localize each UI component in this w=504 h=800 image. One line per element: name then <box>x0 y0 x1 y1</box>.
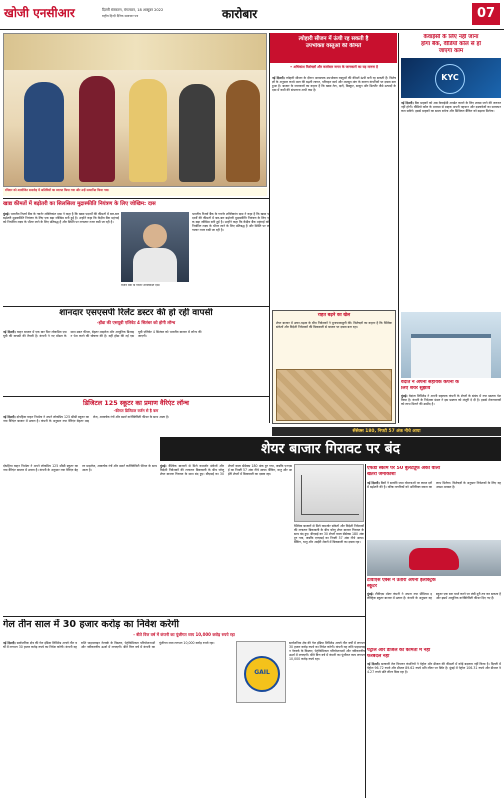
top-photo <box>3 33 267 187</box>
vedanta-headline-2: लिए शेयर सुझाव <box>401 386 431 392</box>
left-column-text: दोपहिया वाहन निर्माता ने अपने लोकप्रिय 125 सीसी स्कूटर का नया वैरिएंट बाजार में उतारा है। कंपनी के अनुसार नया वैरिएंट बेहतर माइलेज, आकर्षक रंगों और स्मार्ट कनेक्टिविटी फीचर के साथ आता है। <box>3 464 157 473</box>
gail-dateline: नई दिल्ली। <box>3 641 16 645</box>
petrol-headline-2: फेरबदल नहीं <box>367 654 390 660</box>
photo-banner <box>4 34 267 70</box>
gail-body-right <box>289 641 365 797</box>
column-rule <box>269 33 270 423</box>
sensex-strip <box>272 427 501 436</box>
sensex-dateline: मुंबई। <box>160 464 167 468</box>
gail-body <box>3 641 233 797</box>
person-figure <box>129 79 167 182</box>
kyc-dateline: नई दिल्ली। <box>401 101 414 105</box>
suv-text: वाहन बाजार में एक बार फिर लोकप्रिय एसयूवी की वापसी की तैयारी है। कंपनी ने नए मॉडल के साथ उन्नत फीचर, बेहतर माइलेज और आधुनिक डिजाइन पेश करने की घोषणा की है। वहीं होंडा की नई एसयूवी एलिवेट 4 सितंबर को भारतीय बाजार में लॉन्च की जाएगी। <box>3 330 202 339</box>
sensex-strip-text: सेंसेक्स 180, निफ्टी 57 अंक नीचे आया <box>352 429 421 434</box>
fd-body <box>367 481 501 537</box>
page-number: 07 <box>472 3 500 25</box>
gail-photo <box>236 641 286 703</box>
vedanta-headline-1: वेदांत ने अपनी सहायक कंपनी के <box>401 380 459 385</box>
gail-subhead: - बीते वित्त वर्ष में कंपनी का पूंजीगत व्यय 10,000 करोड़ रुपये रहा <box>133 632 235 637</box>
masthead-logo: खोजी एनसीआर <box>4 6 75 20</box>
person-figure <box>179 84 215 182</box>
divider <box>3 306 269 307</box>
sensex-body <box>160 464 292 614</box>
prices-text: त्योहारी सीजन के दौरान आवश्यक उपभोक्ता वस्तुओं की कीमतें ऊंची बनी रह सकती हैं। विशेषज्ञों के अनुसार कच्चे माल की बढ़ती लागत, परिवहन खर्च और मजबूत मांग के कारण कंपनियों पर दबाव बना हुआ है। बाजार के जानकारों का कहना है कि खाद्य तेल, दालें, बिस्कुट, साबुन और डिटर्जेंट जैसे उत्पादों के दाम में कमी की संभावना अभी कम है। <box>272 76 396 93</box>
gail-text: सार्वजनिक क्षेत्र की गेल इंडिया लिमिटेड अगले तीन वर्षों में लगभग 30 हजार करोड़ रुपये का निवेश करेगी। कंपनी यह राशि पाइपलाइन नेटवर्क के विस्तार, पेट्रोकेमिकल परियोजनाओं और नवीकरणीय ऊर्जा में लगाएगी। बीते वित्त वर्ष में कंपनी का पूंजीगत व्यय लगभग 10,000 करोड़ रुपये रहा। <box>3 641 215 650</box>
market-box-body: शेयर बाजार में उतार-चढ़ाव के बीच निवेशकों ने मुनाफावसूली की। विशेषज्ञों का कहना है कि वैश्विक संकेतों और विदेशी निवेशकों की बिकवाली से बाजार पर दबाव बना रहा। <box>276 321 392 330</box>
market-box <box>272 310 396 424</box>
market-box-photo <box>276 369 392 421</box>
portrait-head <box>143 224 167 248</box>
suv-headline: शानदार एसएसपी रिलेंट डस्टर की हो रही वापसी <box>59 308 213 318</box>
prices-dateline: नई दिल्ली। <box>272 76 285 80</box>
rbi-text-continued: भारतीय रिजर्व बैंक के गवर्नर शक्तिकांत दास ने कहा है कि खाद्य पदार्थों की कीमतों में बार-बार बढ़ोतरी मुद्रास्फीति नियंत्रण के लिए एक बड़ा जोखिम बनी हुई है। उन्होंने कहा कि केंद्रीय बैंक महंगाई को निर्धारित लक्ष्य के भीतर लाने के लिए प्रतिबद्ध है और स्थिति पर लगातार नजर रखी जा रही है। <box>192 212 269 233</box>
sensex-text-continued: वैश्विक बाजारों से मिले कमजोर संकेतों और विदेशी निवेशकों की लगातार बिकवाली के बीच घरेलू शेयर बाजार गिरावट के साथ बंद हुए। बीएसई का 30 शेयरों वाला सेंसेक्स 180 अंक टूट गया, जबकि एनएसई का निफ्टी 57 अंक नीचे आया। बैंकिंग, धातु और आईटी शेयरों में बिकवाली का दबाव रहा। <box>294 524 364 545</box>
section-title: कारोबार <box>222 7 258 21</box>
petrol-headline-1: पेट्रोल और डीजल की कीमतों में नहीं <box>367 648 431 653</box>
fd-dateline: नई दिल्ली। <box>367 481 380 485</box>
prices-body <box>272 76 396 206</box>
person-figure <box>79 76 115 182</box>
masthead-issue <box>102 8 222 18</box>
masthead <box>0 0 504 30</box>
rbi-dateline: मुंबई। <box>3 212 10 216</box>
fd-headline-2: खतरी जमाकाशी <box>367 472 396 478</box>
petrol-text: सरकारी तेल विपणन कंपनियों ने पेट्रोल और डीजल की कीमतों में कोई बदलाव नहीं किया है। दिल्ली में पेट्रोल 96.72 रुपये और डीजल 89.62 रुपये प्रति लीटर पर स्थिर है। मुंबई में पेट्रोल 106.31 रुपये और डीजल 94.27 रुपये प्रति लीटर बिक रहा है। <box>367 662 501 675</box>
prices-headline-box <box>270 33 397 63</box>
gail-logo-text: GAIL <box>254 669 270 676</box>
prices-subhead: • अधिकांश विशेषज्ञों और कारोबार जगत के जानकारों का यह मानना है <box>290 65 378 69</box>
fd-headline <box>367 466 501 479</box>
scooter-text: दोपहिया वाहन निर्माता ने अपने लोकप्रिय 125 सीसी स्कूटर का नया वैरिएंट बाजार में उतारा है। कंपनी के अनुसार नया वैरिएंट बेहतर माइलेज, आकर्षक रंगों और स्मार्ट कनेक्टिविटी फीचर के साथ आता है। <box>3 415 170 424</box>
scooter-shape <box>409 548 459 570</box>
fd-headline-1: एफडी स्कीम पर 50 बुलेटप्रूफ अंकों वाला <box>367 466 441 471</box>
vedanta-headline <box>401 380 501 392</box>
vedanta-text: वेदांता लिमिटेड ने अपनी सहायक कंपनी के शेयरों के संबंध में नया प्रस्ताव पेश किया है। कंपनी के निदेशक मंडल ने इस प्रस्ताव को मंजूरी दे दी है। इससे शेयरधारकों को लाभ मिलने की उम्मीद है। <box>401 394 501 407</box>
tvs-photo <box>367 540 501 576</box>
person-figure <box>24 82 64 182</box>
tvs-headline-2: स्कूटर <box>367 584 377 590</box>
sensex-photo <box>294 464 364 522</box>
rbi-photo-caption: रिज़र्व बैंक के गवर्नर शक्तिकांत दास <box>121 284 160 287</box>
market-box-headline: राहत बढ़ने का खेल <box>317 313 351 318</box>
petrol-headline <box>367 648 501 660</box>
kyc-headline <box>401 34 501 56</box>
building <box>411 334 491 378</box>
scooter-subhead: -कीमत डिजिटल वर्जन से है कम <box>113 408 159 413</box>
rbi-headline: खाद्य कीमतों में बढ़ोतरी का सिलसिला मुद्रास्फीति नियंत्रण के लिए जोखिम: दास <box>3 201 156 207</box>
top-photo-caption: रविवार को आयोजित समारोह में अतिथियों का स्वागत किया गया और उन्हें सम्मानित किया गया। <box>3 188 267 196</box>
rbi-photo <box>121 212 189 282</box>
rbi-body-right <box>192 212 269 304</box>
kyc-text: बैंक ग्राहकों को अब केवाईसी अपडेट कराने के लिए शाखा जाने की जरूरत नहीं होगी। वीडियो कॉल के माध्यम से ग्राहक अपनी पहचान और दस्तावेजों का सत्यापन करा सकेंगे। इससे ग्राहकों का समय बचेगा और डिजिटल बैंकिंग को बढ़ावा मिलेगा। <box>401 101 501 114</box>
column-rule <box>398 33 399 423</box>
scooter-dateline: नई दिल्ली। <box>3 415 16 419</box>
sensex-headline: शेयर बाजार गिरावट पर बंद <box>260 441 401 457</box>
scooter-headline: डिजिटल 125 स्कूटर का प्रमाण वैरिएंट लॉन्च <box>83 399 189 407</box>
gail-text-continued: सार्वजनिक क्षेत्र की गेल इंडिया लिमिटेड अगले तीन वर्षों में लगभग 30 हजार करोड़ रुपये का निवेश करेगी। कंपनी यह राशि पाइपलाइन नेटवर्क के विस्तार, पेट्रोकेमिकल परियोजनाओं और नवीकरणीय ऊर्जा में लगाएगी। बीते वित्त वर्ष में कंपनी का पूंजीगत व्यय लगभग 10,000 करोड़ रुपये रहा। <box>289 641 365 662</box>
suv-subhead: -होंडा की एसयूवी एलिवेट 4 सितंबर को होगी लॉन्च <box>96 320 176 325</box>
kyc-headline-1: केवाईसी के लिए नहीं जाना <box>423 34 479 40</box>
prices-headline-1: त्योहारी सीजन में ऊंची रह सकती है <box>298 36 369 42</box>
divider <box>3 396 269 397</box>
vedanta-photo <box>401 312 501 378</box>
issue-line-2: राष्ट्रीय हिन्दी दैनिक समाचार पत्र <box>102 14 139 18</box>
petrol-body <box>367 662 501 796</box>
kyc-headline-3: जाएगा काम <box>438 48 464 55</box>
vedanta-body <box>401 394 501 424</box>
gail-headline: गेल तीन साल में 30 हजार करोड़ का निवेश करेगी <box>3 619 180 630</box>
rbi-body-left <box>3 212 119 304</box>
kyc-image-text: KYC <box>441 73 459 82</box>
portrait-body <box>133 248 177 282</box>
kyc-image <box>401 58 501 98</box>
rbi-text: भारतीय रिजर्व बैंक के गवर्नर शक्तिकांत दास ने कहा है कि खाद्य पदार्थों की कीमतों में बार-बार बढ़ोतरी मुद्रास्फीति नियंत्रण के लिए एक बड़ा जोखिम बनी हुई है। उन्होंने कहा कि केंद्रीय बैंक महंगाई को निर्धारित लक्ष्य के भीतर लाने के लिए प्रतिबद्ध है और स्थिति पर लगातार नजर रखी जा रही है। <box>3 212 119 225</box>
person-figure <box>226 80 260 182</box>
tvs-dateline: मुंबई। <box>367 592 374 596</box>
tvs-text: टीवीएस मोटर कंपनी ने अपना नया प्रीमियम इलेक्ट्रिक स्कूटर बाजार में उतारा है। कंपनी के अनुसार यह स्कूटर एक बार चार्ज करने पर लंबी दूरी तय कर सकता है और इसमें आधुनिक कनेक्टिविटी फीचर दिए गए हैं। <box>367 592 501 601</box>
tvs-headline <box>367 578 501 590</box>
kyc-body <box>401 101 501 206</box>
tvs-headline-1: टीवीएस एक्स ने उतारा अपना इलेक्ट्रिक <box>367 578 436 583</box>
tvs-body <box>367 592 501 644</box>
petrol-dateline: नई दिल्ली। <box>367 662 380 666</box>
divider <box>3 198 269 199</box>
vedanta-dateline: मुंबई। <box>401 394 408 398</box>
chart-graphic <box>301 475 359 515</box>
suv-dateline: नई दिल्ली। <box>3 330 16 334</box>
sensex-body-right <box>294 524 364 614</box>
kyc-headline-2: होगा बैंक, वीडियो कॉल से हो <box>421 41 481 48</box>
prices-headline-2: उपभोक्ता वस्तुओं की कीमतें <box>305 43 362 49</box>
suv-body <box>3 330 269 394</box>
fd-text: बैंकों ने सावधि जमा योजनाओं पर ब्याज दरों में बढ़ोतरी की है। वरिष्ठ नागरिकों को अतिरिक्त ब्याज का लाभ मिलेगा। विशेषज्ञों के अनुसार निवेशकों के लिए यह अच्छा अवसर है। <box>367 481 501 490</box>
left-column-filler <box>3 464 157 614</box>
divider <box>3 616 365 617</box>
sensex-headline-band <box>160 437 501 461</box>
issue-line-1: दिल्ली संस्करण, मंगलवार, 18 अक्टूबर 2022 <box>102 8 164 12</box>
column-rule <box>365 464 366 798</box>
sensex-text: वैश्विक बाजारों से मिले कमजोर संकेतों और विदेशी निवेशकों की लगातार बिकवाली के बीच घरेलू शेयर बाजार गिरावट के साथ बंद हुए। बीएसई का 30 शेयरों वाला सेंसेक्स 180 अंक टूट गया, जबकि एनएसई का निफ्टी 57 अंक नीचे आया। बैंकिंग, धातु और आईटी शेयरों में बिकवाली का दबाव रहा। <box>160 464 292 477</box>
